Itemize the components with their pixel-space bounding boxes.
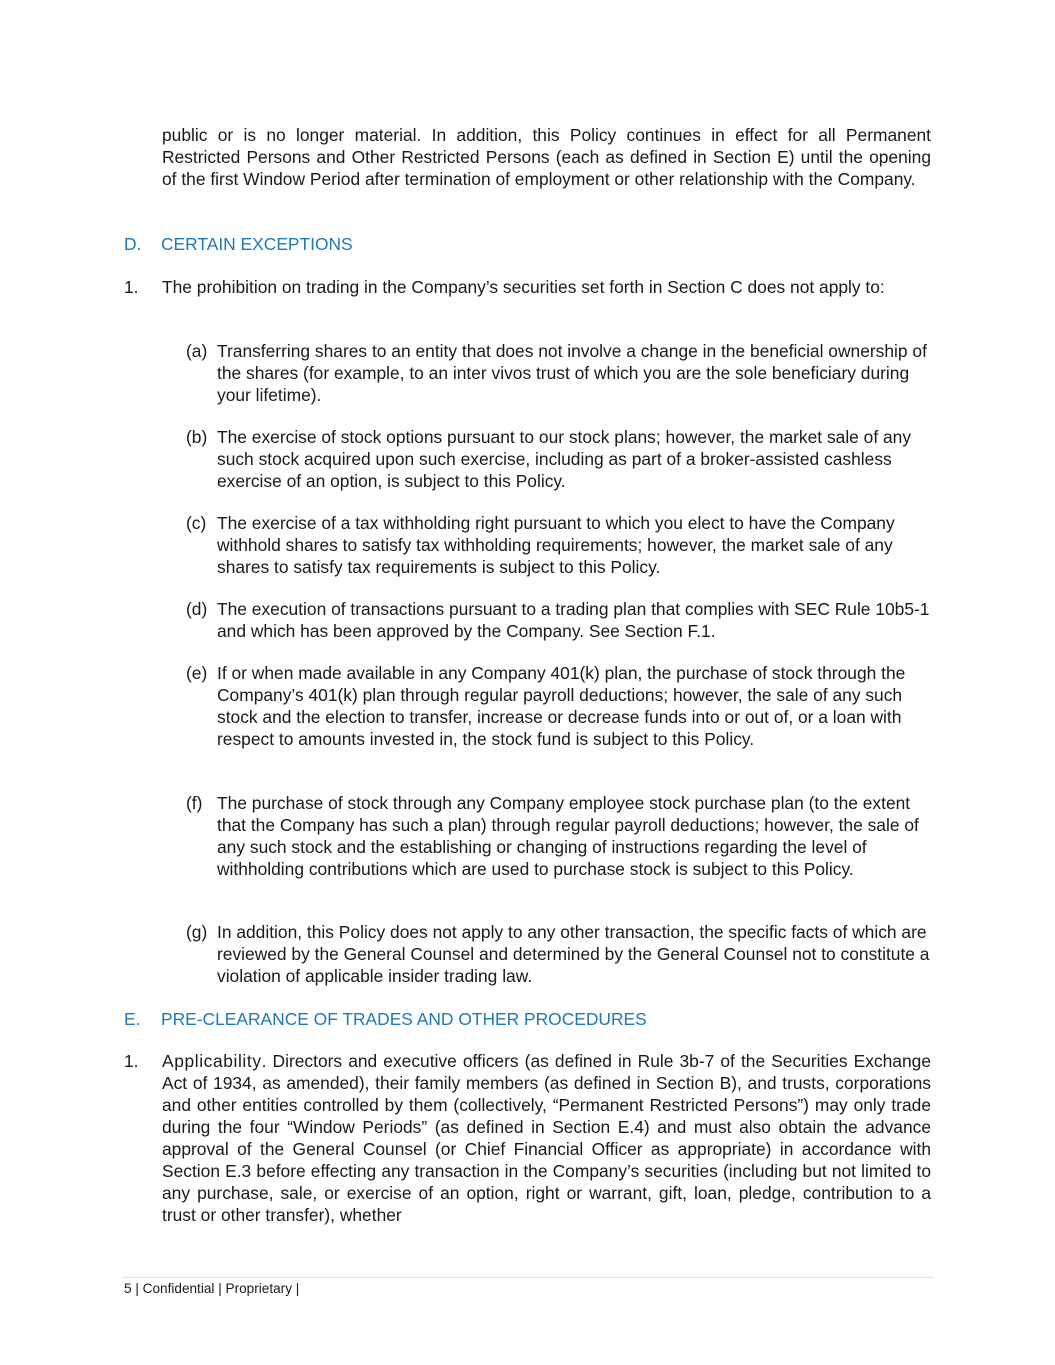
section-e-item-1 bbox=[124, 1050, 931, 1226]
exception-text: If or when made available in any Company 401(k) plan, the purchase of stock through the Company’s 401(k) plan through regular payroll deductions; however, the sale of any such stock and the election to transfer, increase or decrease funds into or out of, or a loan with respect to amounts invested in, the stock fund is subject to this Policy. bbox=[217, 663, 906, 749]
intro-paragraph: public or is no longer material. In addition, this Policy continues in effect for all Permanent Restricted Persons and Other Restricted Persons (each as defined in Section E) until the opening of the first Window Period after termination of employment or other relationship with the Company. bbox=[162, 125, 931, 189]
exception-label: (a) bbox=[186, 341, 208, 361]
exception-label: (b) bbox=[186, 427, 208, 447]
exception-text: The exercise of a tax withholding right pursuant to which you elect to have the Company withhold shares to satisfy tax withholding requirements; however, the market sale of any shares to satisfy tax requirements is subject to this Policy. bbox=[217, 513, 895, 577]
section-e-letter: E. bbox=[124, 1009, 141, 1029]
exception-text: The execution of transactions pursuant to a trading plan that complies with SEC Rule 10b5-1 and which has been approved by the Company. See Section F.1. bbox=[217, 599, 930, 641]
item-lead-term: Applicability bbox=[162, 1051, 262, 1071]
item-text: . Directors and executive officers (as defined in Rule 3b-7 of the Securities Exchange Act of 1934, as amended), their family members (as defined in Section B), and trusts, corporations and other entities controlled by them (collectively, “Permanent Restricted Persons”) may only trade during the four “Window Periods” (as defined in Section E.4) and must also obtain the advance approval of the General Counsel (or Chief Financial Officer as appropriate) in accordance with Section E.3 before effecting any transaction in the Company’s securities (including but not limited to any purchase, sale, or exercise of an option, right or warrant, gift, loan, pledge, contribution to a trust or other transfer), whether bbox=[162, 1051, 931, 1225]
section-d-letter: D. bbox=[124, 234, 142, 254]
exception-text: The exercise of stock options pursuant to our stock plans; however, the market sale of any such stock acquired upon such exercise, including as part of a broker-assisted cashless exercise of an option, is subject to this Policy. bbox=[217, 427, 912, 491]
section-e-heading bbox=[124, 1008, 647, 1030]
exception-text: The purchase of stock through any Company employee stock purchase plan (to the extent that the Company has such a plan) through regular payroll deductions; however, the sale of any such stock and the establishing or changing of instructions regarding the level of withholding contributions which are used to purchase stock is subject to this Policy. bbox=[217, 793, 919, 879]
section-d-title: CERTAIN EXCEPTIONS bbox=[161, 234, 353, 254]
page-footer: 5 | Confidential | Proprietary | bbox=[124, 1281, 300, 1296]
section-d-heading bbox=[124, 233, 353, 255]
footer-divider bbox=[122, 1277, 934, 1278]
exception-label: (c) bbox=[186, 513, 207, 533]
exception-text: In addition, this Policy does not apply to any other transaction, the specific facts of which are reviewed by the General Counsel and determined by the General Counsel not to constitute a violation of applicable insider trading law. bbox=[217, 922, 930, 986]
item-text: The prohibition on trading in the Company’s securities set forth in Section C does not apply to: bbox=[162, 277, 885, 297]
exception-text: Transferring shares to an entity that does not involve a change in the beneficial ownership of the shares (for example, to an inter vivos trust of which you are the sole beneficiary during your lifetime). bbox=[217, 341, 927, 405]
exception-label: (f) bbox=[186, 793, 203, 813]
section-e-title: PRE-CLEARANCE OF TRADES AND OTHER PROCEDURES bbox=[161, 1009, 647, 1029]
exception-label: (g) bbox=[186, 922, 208, 942]
section-d-item-1 bbox=[124, 276, 931, 320]
item-number: 1. bbox=[124, 277, 139, 297]
item-text-container bbox=[162, 1050, 931, 1226]
exception-label: (e) bbox=[186, 663, 208, 683]
exception-label: (d) bbox=[186, 599, 208, 619]
item-number: 1. bbox=[124, 1051, 139, 1071]
